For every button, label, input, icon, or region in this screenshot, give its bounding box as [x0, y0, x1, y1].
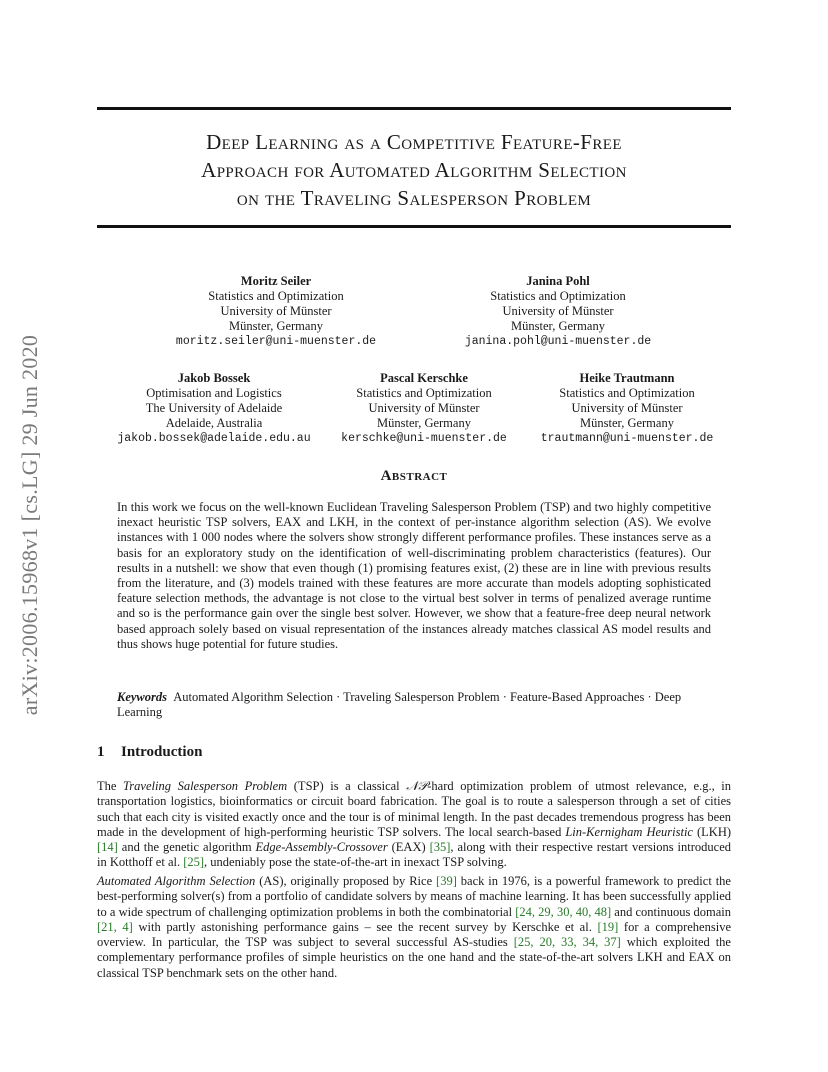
- author-university: University of Münster: [368, 401, 480, 415]
- author-location: Münster, Germany: [580, 416, 674, 430]
- author-email[interactable]: kerschke@uni-muenster.de: [341, 432, 507, 445]
- text-run: , along with their respective restart versions introduced in Kotthoff et al.: [97, 840, 732, 870]
- author-name: Heike Trautmann: [579, 371, 675, 385]
- text-run: with partly astonishing performance gains – see the recent survey by Kerschke et al.: [132, 919, 598, 934]
- text-run: (LKH): [692, 824, 732, 839]
- title-line-1: Deep Learning as a Competitive Feature-Free: [206, 130, 622, 154]
- text-run: (EAX): [387, 840, 430, 855]
- author-name: Janina Pohl: [526, 274, 590, 288]
- title-line-2: Approach for Automated Algorithm Selection: [201, 158, 627, 182]
- text-run: back in 1976, is a powerful framework to predict the best-performing solver(s) from a portfolio of candidate solvers by means of machine learning. It has been successfully applied to a wide spectrum of challenging optimization problems in both the combinatorial: [97, 874, 731, 919]
- author-block: [522, 371, 732, 446]
- citation-link[interactable]: [39]: [436, 874, 457, 888]
- author-location: Adelaide, Australia: [165, 416, 263, 430]
- text-run: , undeniably pose the state-of-the-art in inexact TSP solving.: [204, 855, 507, 870]
- author-university: University of Münster: [571, 401, 683, 415]
- author-email[interactable]: moritz.seiler@uni-muenster.de: [175, 335, 377, 348]
- author-name: Moritz Seiler: [240, 274, 312, 288]
- keywords: [117, 690, 711, 720]
- np-symbol: 𝒩𝒫: [406, 779, 428, 793]
- arxiv-id: arXiv:2006.15968v1 [cs.LG] 29 Jun 2020: [17, 334, 42, 716]
- author-department: Statistics and Optimization: [559, 386, 695, 400]
- text-run: which exploited the complementary performance profiles of simple heuristics on the one hand and the state-of-the-art solvers LKH and EAX on classical TSP benchmark sets on the other hand.: [97, 935, 731, 980]
- citation-link[interactable]: [25, 20, 33, 34, 37]: [513, 935, 621, 950]
- section-heading: [97, 744, 202, 761]
- author-name: Pascal Kerschke: [380, 371, 468, 385]
- citation-link[interactable]: [21, 4]: [97, 919, 133, 934]
- author-email[interactable]: trautmann@uni-muenster.de: [540, 432, 714, 445]
- title-bottom-rule: [97, 225, 731, 228]
- author-block: [438, 274, 678, 349]
- arxiv-sidebar-stamp: [0, 290, 60, 760]
- section-title: Introduction: [121, 744, 203, 760]
- paper-title: [97, 128, 731, 212]
- text-run: and continuous domain: [611, 904, 731, 919]
- author-location: Münster, Germany: [511, 319, 605, 333]
- section-number: 1: [97, 744, 105, 760]
- author-block: [324, 371, 524, 446]
- abstract-body: In this work we focus on the well-known Euclidean Traveling Salesperson Problem (TSP) and two highly competitive inexact heuristic TSP solvers, EAX and LKH, in the context of per-instance algorithm selection (AS). We evolve instances with 1 000 nodes where the solvers show strongly different performance profiles. These instances serve as a basis for an exploratory study on the identification of well-discriminating problem characteristics (features). Our results in a nutshell: we show that even though (1) promising features exist, (2) these are in line with previous results from the literature, and (3) models trained with these features are more accurate than models adopting sophisticated feature selection methods, the advantage is not close to the virtual best solver in terms of penalized average runtime and so is the performance gain over the single best solver. However, we show that a feature-free deep neural network based approach solely based on visual representation of the instances already matches classical AS model results and thus shows huge potential for future studies.: [117, 500, 711, 651]
- italic-term: Automated Algorithm Selection: [97, 874, 256, 888]
- text-run: (TSP) is a classical: [287, 779, 407, 793]
- author-location: Münster, Germany: [377, 416, 471, 430]
- text-run: The: [97, 779, 124, 793]
- author-email[interactable]: janina.pohl@uni-muenster.de: [464, 335, 652, 348]
- author-department: Optimisation and Logistics: [146, 386, 282, 400]
- author-department: Statistics and Optimization: [490, 289, 626, 303]
- keywords-label: Keywords: [117, 690, 167, 704]
- author-department: Statistics and Optimization: [208, 289, 344, 303]
- author-name: Jakob Bossek: [177, 371, 251, 385]
- author-block: [103, 371, 325, 446]
- citation-link[interactable]: [25]: [183, 855, 205, 870]
- italic-term: Edge-Assembly-Crossover: [255, 840, 388, 855]
- text-run: -hard optimization problem of utmost relevance, e.g., in transportation logistics, bioinformatics or circuit board fabrication. The goal is to route a salesperson through a set of cities such that each city is visited exactly once and the tour is of minimal length. In the past decades tremendous progress has been made in the development of high-performing heuristic TSP solvers. The local search-based: [97, 779, 732, 839]
- text-run: for a comprehensive overview. In particular, the TSP was subject to several successful AS-studies: [97, 919, 731, 950]
- citation-link[interactable]: [19]: [597, 919, 619, 934]
- intro-paragraph-2: [97, 874, 731, 981]
- text-run: (AS), originally proposed by Rice: [255, 874, 437, 888]
- text-run: and the genetic algorithm: [117, 840, 256, 855]
- intro-paragraph-1: [97, 779, 731, 871]
- author-university: University of Münster: [220, 304, 332, 318]
- citation-link[interactable]: [35]: [429, 840, 451, 855]
- italic-term: Lin-Kernigham Heuristic: [565, 824, 693, 839]
- abstract-heading: Abstract: [380, 468, 448, 484]
- author-block: [156, 274, 396, 349]
- title-line-3: on the Traveling Salesperson Problem: [236, 186, 592, 210]
- citation-link[interactable]: [24, 29, 30, 40, 48]: [515, 904, 612, 919]
- author-university: University of Münster: [502, 304, 614, 318]
- author-university: The University of Adelaide: [145, 401, 283, 415]
- keywords-list: Automated Algorithm Selection · Traveling Salesperson Problem · Feature-Based Approaches · Deep Learning: [117, 690, 682, 720]
- italic-term: Traveling Salesperson Problem: [123, 779, 288, 793]
- author-email[interactable]: jakob.bossek@adelaide.edu.au: [117, 432, 311, 445]
- citation-link[interactable]: [14]: [97, 840, 118, 855]
- author-location: Münster, Germany: [229, 319, 323, 333]
- author-department: Statistics and Optimization: [356, 386, 492, 400]
- title-top-rule: [97, 107, 731, 110]
